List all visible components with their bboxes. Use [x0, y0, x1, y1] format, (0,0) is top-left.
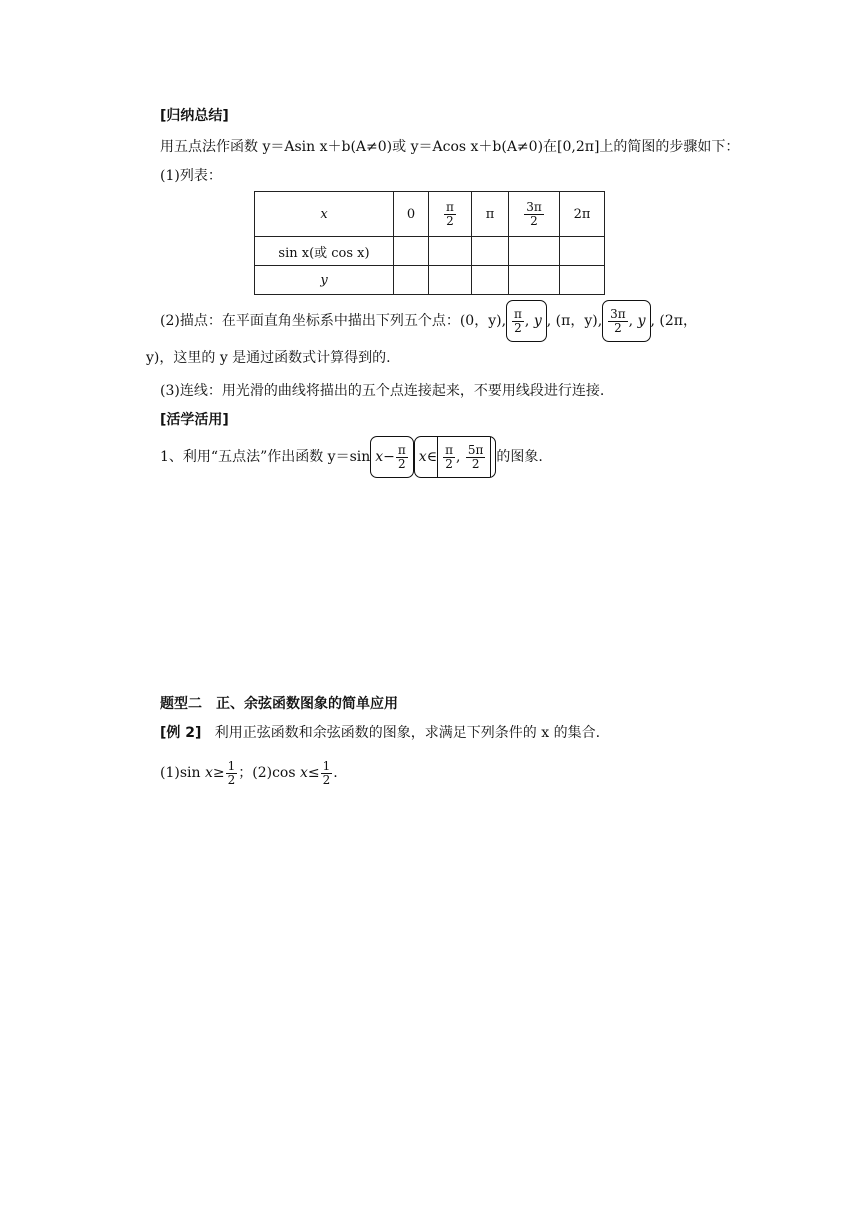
example-2: [例 2] 利用正弦函数和余弦函数的图象，求满足下列条件的 x 的集合.	[160, 725, 601, 741]
table-header-3pi-half: $\frac{3\pi}{2}$	[509, 192, 560, 237]
step2-line1: (2)描点：在平面直角坐标系中描出下列五个点：(0，y), $\frac{\pi}{2}$ , y , (π，y), $\frac{3\pi}{2}$ , y , (2π，	[160, 300, 697, 342]
function-argument: x− $\frac{\pi}{2}$	[370, 436, 414, 478]
table-header-0: 0	[394, 192, 429, 237]
table-row-label-y: y	[255, 266, 394, 295]
practice-problem: 1、利用“五点法”作出函数 y＝sin x− $\frac{\pi}{2}$ x∈ $\frac{\pi}{2}$ , $\frac{5\pi}{2}$ 的图象.	[160, 436, 543, 478]
step2-line2: y)，这里的 y 是通过函数式计算得到的.	[146, 350, 391, 366]
domain-condition: x∈ $\frac{\pi}{2}$ , $\frac{5\pi}{2}$	[414, 436, 497, 478]
table-header-x: x	[255, 192, 394, 237]
summary-intro: 用五点法作函数 y＝Asin x＋b(A≠0)或 y＝Acos x＋b(A≠0)在[0,2π]上的简图的步骤如下：	[160, 139, 740, 155]
step3: (3)连线：用光滑的曲线将描出的五个点连接起来，不要用线段进行连接.	[160, 383, 605, 399]
table-header-2pi: 2π	[560, 192, 605, 237]
step1-label: (1)列表：	[160, 168, 222, 184]
table-header-pi-half: $\frac{\pi}{2}$	[429, 192, 472, 237]
point-pi-half: $\frac{\pi}{2}$ , y	[506, 300, 547, 342]
table-row-label-sin: sin x(或 cos x)	[255, 237, 394, 266]
five-point-table	[254, 191, 605, 295]
example-conditions: (1)sin x≥ $\frac{1}{2}$ ；(2)cos x≤ $\frac{1}{2}$ .	[160, 758, 338, 787]
table-header-pi: π	[472, 192, 509, 237]
type2-heading: 题型二 正、余弦函数图象的简单应用	[160, 696, 398, 712]
practice-heading: [活学活用]	[160, 412, 229, 428]
point-3pi-half: $\frac{3\pi}{2}$ , y	[602, 300, 650, 342]
summary-heading: [归纳总结]	[160, 108, 229, 124]
example-tag: [例 2]	[160, 725, 202, 741]
